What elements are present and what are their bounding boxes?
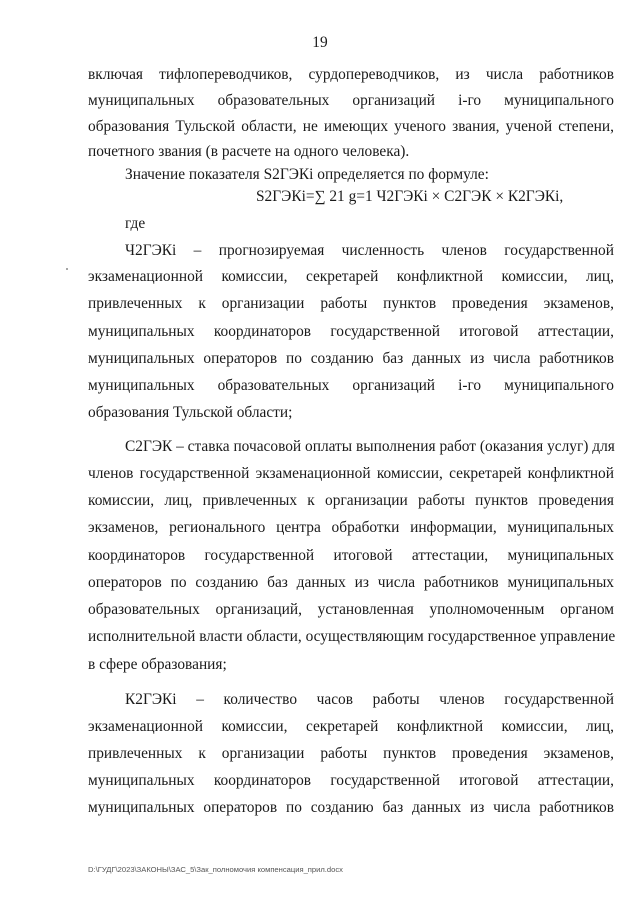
formula: S2ГЭКi=∑ 21 g=1 Ч2ГЭКi × С2ГЭК × К2ГЭКi,	[256, 188, 564, 205]
text-line: операторов по созданию баз данных из числа работников муниципальных	[88, 574, 614, 591]
text-line: муниципальных операторов по созданию баз данных из числа работников	[88, 799, 614, 816]
text-line: экзаменов, регионального центра обработки информации, муниципальных	[88, 519, 614, 536]
text-line: образования Тульской области, не имеющих ученого звания, ученой степени,	[88, 118, 614, 135]
text-line: муниципальных координаторов государственной итоговой аттестации,	[88, 772, 614, 789]
page-number: 19	[312, 34, 328, 51]
text-line: экзаменационной комиссии, секретарей конфликтной комиссии, лиц,	[88, 718, 614, 735]
definition-term: Ч2ГЭКi – прогнозируемая численность членов государственной	[125, 242, 614, 259]
text-line: образовательных организаций, установленная уполномоченным органом	[88, 601, 614, 618]
text-line: привлеченных к организации работы пунктов проведения экзаменов,	[88, 295, 614, 312]
text-line: почетного звания (в расчете на одного человека).	[88, 143, 410, 160]
text-line: привлеченных к организации работы пунктов проведения экзаменов,	[88, 745, 614, 762]
text-line: координаторов государственной итоговой аттестации, муниципальных	[88, 547, 614, 564]
text-line: в сфере образования;	[88, 656, 227, 673]
scan-speck	[66, 268, 68, 270]
text-line: муниципальных образовательных организаций i-го муниципального	[88, 92, 614, 109]
text-line: исполнительной власти области, осуществляющим государственное управление	[88, 628, 616, 645]
text-line: образования Тульской области;	[88, 404, 293, 421]
text-line: комиссии, лиц, привлеченных к организации работы пунктов проведения	[88, 492, 614, 509]
file-path-footer: D:\ГУДГ\2023\ЗАКОНЫ\ЗАС_5\Зак_полномочия компенсация_прил.docx	[88, 865, 343, 874]
definition-term: К2ГЭКi – количество часов работы членов государственной	[125, 691, 614, 708]
definition-term: С2ГЭК – ставка почасовой оплаты выполнения работ (оказания услуг) для	[125, 438, 615, 455]
text-line: включая тифлопереводчиков, сурдопереводчиков, из числа работников	[88, 66, 614, 83]
text-line: муниципальных образовательных организаций i-го муниципального	[88, 377, 614, 394]
text-line: где	[125, 215, 146, 232]
text-line: экзаменационной комиссии, секретарей конфликтной комиссии, лиц,	[88, 268, 614, 285]
text-line: муниципальных координаторов государственной итоговой аттестации,	[88, 323, 614, 340]
text-line: членов государственной экзаменационной комиссии, секретарей конфликтной	[88, 465, 614, 482]
text-line: Значение показателя S2ГЭКi определяется по формуле:	[125, 166, 489, 183]
text-line: муниципальных операторов по созданию баз данных из числа работников	[88, 350, 614, 367]
